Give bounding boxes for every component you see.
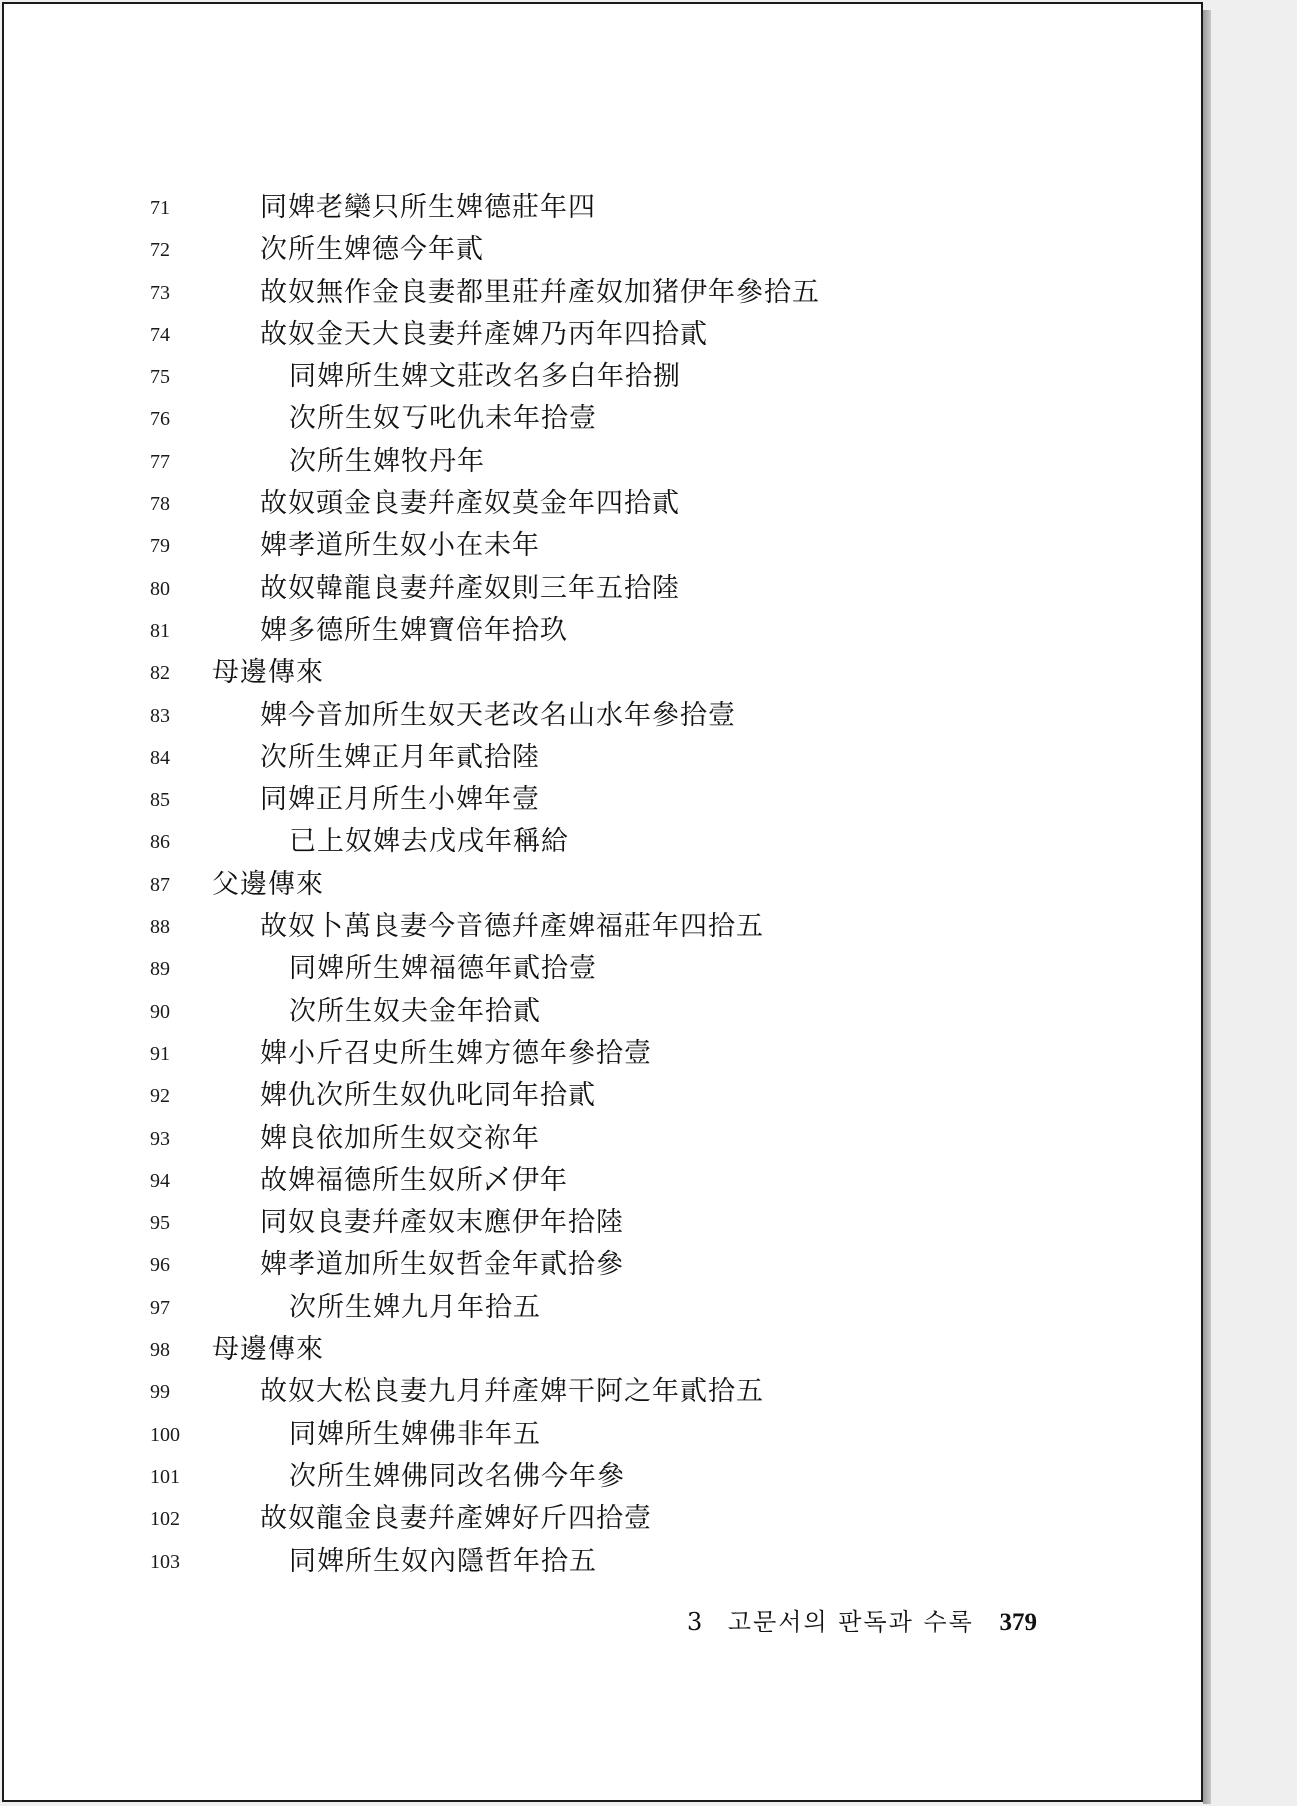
text-line [4,1414,1201,1456]
line-text: 婢孝道加所生奴哲金年貳拾參 [260,1249,624,1281]
line-number: 89 [150,958,170,981]
line-text: 婢孝道所生奴小在未年 [260,530,540,562]
line-text: 故奴龍金良妻幷產婢好斤四拾壹 [260,1503,652,1535]
text-line [4,525,1201,567]
line-number: 82 [150,662,170,685]
line-text: 同婢所生婢文莊改名多白年拾捌 [289,361,681,393]
line-number: 71 [150,197,170,219]
line-text: 故奴金天大良妻幷產婢乃丙年四拾貳 [260,318,708,350]
line-number: 95 [150,1212,170,1235]
line-number: 94 [150,1169,170,1192]
text-line [4,1160,1201,1202]
line-text: 次所生婢牧丹年 [289,445,485,477]
line-text: 同婢所生婢福德年貳拾壹 [289,953,597,985]
text-lines [4,187,1201,1583]
chapter-number: 3 [687,1608,705,1636]
line-number: 86 [150,831,170,854]
text-line [4,695,1201,737]
text-line [4,441,1201,483]
line-number: 88 [150,916,170,939]
text-line [4,821,1201,863]
text-line [4,1329,1201,1371]
line-text: 次所生奴丂叱仇未年拾壹 [289,403,597,435]
line-text: 同婢老欒只所生婢德莊年四 [260,192,596,223]
line-text: 故奴卜萬良妻今音德幷產婢福莊年四拾五 [260,911,764,943]
page-edge [1203,10,1211,1804]
line-number: 79 [150,535,170,558]
line-text: 同奴良妻幷產奴末應伊年拾陸 [260,1207,624,1239]
line-number: 87 [150,873,170,896]
text-line [4,906,1201,948]
text-line [4,864,1201,906]
text-line [4,1202,1201,1244]
line-text: 次所生婢正月年貳拾陸 [260,741,540,773]
line-number: 77 [150,450,170,473]
line-text: 同婢所生婢佛非年五 [289,1418,541,1450]
line-number: 96 [150,1254,170,1277]
line-number: 97 [150,1296,170,1319]
line-number: 90 [150,1000,170,1023]
text-line [4,483,1201,525]
line-text: 同婢所生奴內隱哲年拾五 [289,1545,597,1577]
text-line [4,1033,1201,1075]
line-number: 93 [150,1127,170,1150]
line-text: 同婢正月所生小婢年壹 [260,784,540,816]
text-line [4,1244,1201,1286]
line-text: 故奴大松良妻九月幷產婢干阿之年貳拾五 [260,1376,764,1408]
line-text: 故婢福德所生奴所乄伊年 [260,1164,568,1196]
page-number: 379 [999,1609,1037,1636]
text-line [4,1371,1201,1413]
line-number: 83 [150,704,170,727]
line-number: 101 [150,1465,180,1488]
line-text: 婢良依加所生奴交祢年 [260,1122,540,1154]
line-number: 92 [150,1085,170,1108]
line-number: 81 [150,619,170,642]
line-number: 78 [150,493,170,516]
text-line [4,610,1201,652]
line-text: 次所生奴夫金年拾貳 [289,995,541,1027]
text-line [4,991,1201,1033]
page-footer [687,1602,1037,1637]
line-number: 73 [150,281,170,304]
line-text: 故奴無作金良妻都里莊幷產奴加猪伊年參拾五 [260,276,820,308]
text-line [4,1541,1201,1583]
line-number: 80 [150,577,170,600]
text-line [4,652,1201,694]
line-number: 102 [150,1508,180,1531]
text-line [4,568,1201,610]
line-number: 91 [150,1042,170,1065]
text-line [4,229,1201,271]
text-line [4,1456,1201,1498]
line-number: 98 [150,1339,170,1362]
line-number: 72 [150,239,170,262]
line-text: 婢仇次所生奴仇叱同年拾貳 [260,1080,596,1112]
text-line [4,272,1201,314]
text-line [4,1075,1201,1117]
line-text: 故奴韓龍良妻幷產奴則三年五拾陸 [260,572,680,604]
text-line [4,356,1201,398]
line-text: 次所生婢九月年拾五 [289,1291,541,1323]
line-text: 已上奴婢去戊戌年稱給 [289,826,569,858]
line-number: 76 [150,408,170,431]
text-line [4,1498,1201,1540]
line-text: 母邊傳來 [212,1334,324,1366]
line-text: 婢多德所生婢寶倍年拾玖 [260,614,568,646]
line-number: 99 [150,1381,170,1404]
text-line [4,398,1201,440]
line-text: 婢小斤召史所生婢方德年參拾壹 [260,1037,652,1069]
line-number: 103 [150,1550,180,1573]
text-line [4,737,1201,779]
document-page [2,2,1203,1802]
line-text: 母邊傳來 [212,657,324,689]
chapter-title: 고문서의 판독과 수록 [727,1608,974,1636]
text-line [4,948,1201,990]
text-line [4,1118,1201,1160]
line-number: 75 [150,366,170,389]
line-text: 婢今音加所生奴天老改名山水年參拾壹 [260,699,736,731]
text-line [4,314,1201,356]
text-line [4,187,1201,229]
line-text: 次所生婢德今年貳 [260,234,484,266]
text-line [4,779,1201,821]
line-text: 次所生婢佛同改名佛今年參 [289,1460,625,1492]
line-number: 84 [150,746,170,769]
line-number: 100 [150,1423,180,1446]
line-text: 故奴頭金良妻幷產奴莫金年四拾貳 [260,488,680,520]
line-number: 74 [150,323,170,346]
line-number: 85 [150,789,170,812]
line-text: 父邊傳來 [212,868,324,900]
text-line [4,1287,1201,1329]
